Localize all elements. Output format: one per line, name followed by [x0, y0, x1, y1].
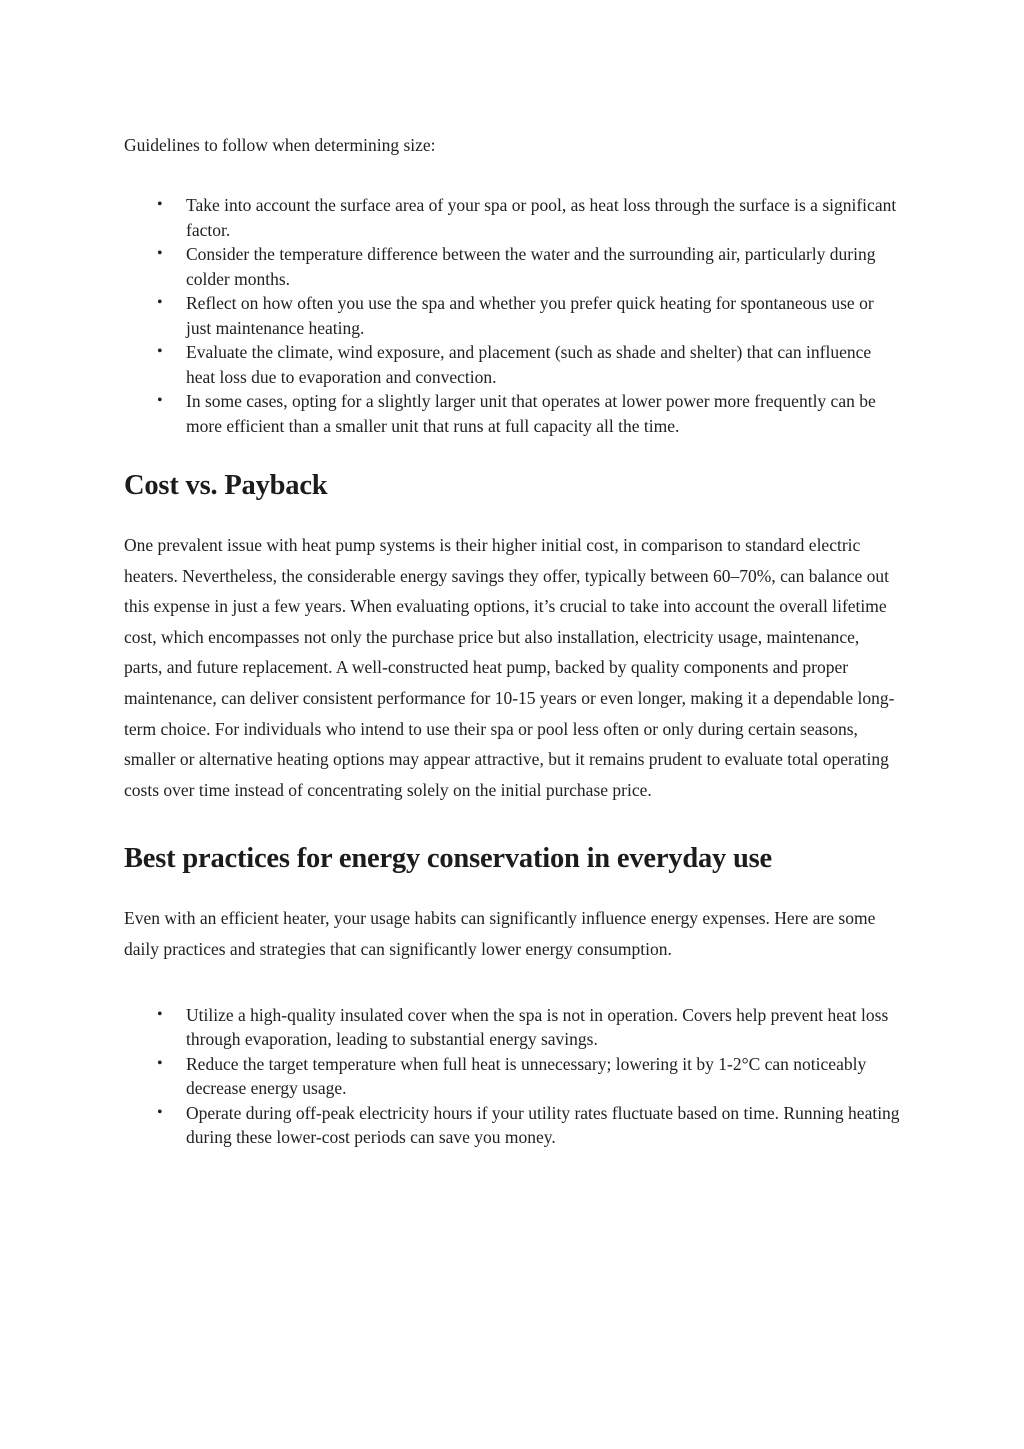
intro-line: Guidelines to follow when determining size:	[124, 135, 436, 155]
list-item: • Take into account the surface area of your spa or pool, as heat loss through the surface is a significant factor.	[124, 193, 900, 242]
list-item: • Reflect on how often you use the spa and whether you prefer quick heating for spontaneous use or just maintenance heating.	[124, 291, 900, 340]
tips-list	[124, 1003, 900, 1150]
list-item: • In some cases, opting for a slightly larger unit that operates at lower power more frequently can be more efficient than a smaller unit that runs at full capacity all the time.	[124, 389, 900, 438]
section-heading-cost-vs-payback: Cost vs. Payback	[124, 470, 328, 501]
section-heading-best-practices: Best practices for energy conservation in everyday use	[124, 843, 772, 875]
cost-vs-payback-paragraph: One prevalent issue with heat pump systems is their higher initial cost, in comparison to standard electric heaters. Nevertheless, the considerable energy savings they offer, typically between 60–70%, can balance out this expense in just a few years. When evaluating options, it’s crucial to take into account the overall lifetime cost, which encompasses not only the purchase price but also installation, electricity usage, maintenance, parts, and future replacement. A well-constructed heat pump, backed by quality components and proper maintenance, can deliver consistent performance for 10-15 years or even longer, making it a dependable long-term choice. For individuals who intend to use their spa or pool less often or only during certain seasons, smaller or alternative heating options may appear attractive, but it remains prudent to evaluate total operating costs over time instead of concentrating solely on the initial purchase price.	[124, 535, 895, 800]
list-item: • Evaluate the climate, wind exposure, and placement (such as shade and shelter) that can influence heat loss due to evaporation and convection.	[124, 340, 900, 389]
list-item: • Reduce the target temperature when full heat is unnecessary; lowering it by 1-2°C can noticeably decrease energy usage.	[124, 1052, 900, 1101]
best-practices-paragraph: Even with an efficient heater, your usage habits can significantly influence energy expenses. Here are some daily practices and strategies that can significantly lower energy consumption.	[124, 908, 876, 959]
list-item: • Consider the temperature difference between the water and the surrounding air, particularly during colder months.	[124, 242, 900, 291]
list-item: • Operate during off-peak electricity hours if your utility rates fluctuate based on time. Running heating during these lower-cost periods can save you money.	[124, 1101, 900, 1150]
guidelines-list	[124, 193, 900, 438]
list-item: • Utilize a high-quality insulated cover when the spa is not in operation. Covers help prevent heat loss through evaporation, leading to substantial energy savings.	[124, 1003, 900, 1052]
